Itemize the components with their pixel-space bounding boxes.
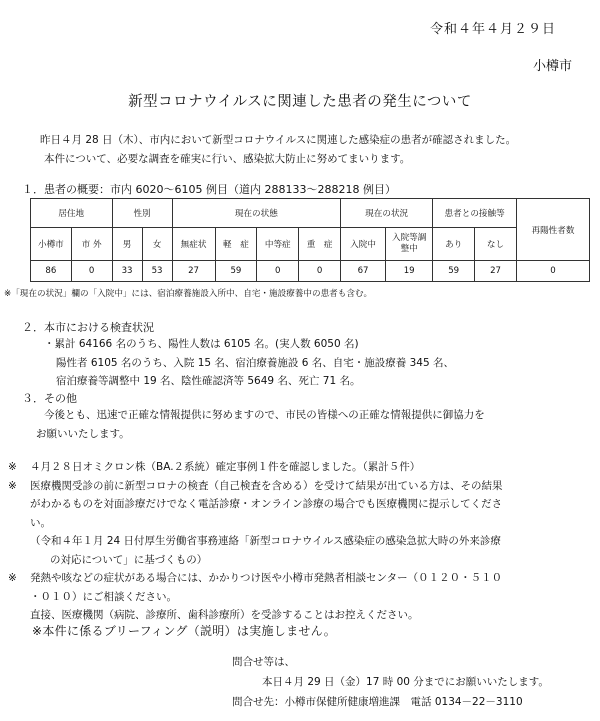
section3-heading: ３．その他	[22, 392, 77, 405]
column-header: なし	[475, 228, 517, 261]
section2-line: 宿泊療養等調整中 19 名、陰性確認済等 5649 名、死亡 71 名。	[56, 375, 361, 387]
document-date: 令和４年４月２９日	[429, 22, 556, 37]
note-text: （令和４年１月 24 日付厚生労働省事務連絡「新型コロナウイルス感染症の感染急拡大時の外来診療	[30, 535, 501, 547]
section3-line: お願いいたします。	[36, 427, 130, 440]
column-header: 入院等調整中	[386, 228, 433, 261]
note-item	[8, 569, 503, 588]
note-item	[8, 477, 503, 496]
table-cell: 86	[31, 261, 72, 282]
column-header: あり	[433, 228, 475, 261]
intro-line: 本件について、必要な調査を確実に行い、感染拡大防止に努めてまいります。	[44, 153, 411, 165]
table-cell: 0	[299, 261, 341, 282]
section3-body	[36, 406, 485, 443]
column-header: 小樽市	[31, 228, 72, 261]
note-text: の対応について」に基づくもの）	[50, 553, 208, 566]
section2-body	[44, 335, 454, 391]
note-text: ４月２８日オミクロン株（BA.２系統）確定事例１件を確認しました。（累計５件）	[30, 461, 421, 473]
contact-line: 本日４月 29 日（金）17 時 00 分までにお願いいたします。	[262, 676, 549, 688]
note-text: 医療機関受診の前に新型コロナの検査（自己検査を含める）を受けて結果が出ている方は、その結果	[30, 479, 503, 492]
table-cell: 0	[257, 261, 299, 282]
contact-line: 問合せ先：小樽市保健所健康増進課 電話 0134－22－3110	[232, 696, 523, 708]
group-header: 性別	[112, 199, 172, 228]
column-header: 入院中	[341, 228, 386, 261]
group-header: 現在の状態	[172, 199, 340, 228]
note-text: がわかるものを対面診療だけでなく電話診療・オンライン診療の場合でも医療機関に提示してくださ	[30, 498, 503, 510]
section1-heading: １．患者の概要：市内 6020～6105 例目（道内 288133～288218 例目）	[22, 183, 396, 196]
note-text: 発熱や咳などの症状がある場合には、かかりつけ医や小樽市発熱者相談センター（０１２０・５１０	[30, 572, 503, 584]
note-text: い。	[30, 516, 51, 529]
briefing-notice: ※本件に係るブリーフィング（説明）は実施しません。	[32, 624, 336, 638]
table-cell: 27	[475, 261, 517, 282]
column-header: 無症状	[172, 228, 215, 261]
note-item	[8, 458, 503, 477]
table-footnote: ※「現在の状況」欄の「入院中」には、宿泊療養施設入所中、自宅・施設療養中の患者も含む。	[4, 289, 373, 299]
group-header: 居住地	[31, 199, 113, 228]
section2-line: 陽性者 6105 名のうち、入院 15 名、宿泊療養施設 6 名、自宅・施設療養 345 名、	[56, 356, 455, 369]
column-header: 中等症	[257, 228, 299, 261]
cases-table	[30, 198, 590, 282]
note-marker: ※	[8, 479, 17, 492]
table-cell: 67	[341, 261, 386, 282]
table-cell: 59	[215, 261, 257, 282]
group-header: 現在の状況	[341, 199, 433, 228]
column-header: 重 症	[299, 228, 341, 261]
group-header: 再陽性者数	[516, 199, 589, 261]
table-cell: 0	[71, 261, 112, 282]
column-header: 軽 症	[215, 228, 257, 261]
note-text: ・０１０）にご相談ください。	[30, 590, 177, 603]
issuer-city: 小樽市	[532, 59, 572, 74]
table-cell: 27	[172, 261, 215, 282]
table-cell: 0	[516, 261, 589, 282]
table-cell: 59	[433, 261, 475, 282]
column-header: 男	[112, 228, 142, 261]
table-cell: 53	[142, 261, 172, 282]
note-text: 直接、医療機関（病院、診療所、歯科診療所）を受診することはお控えください。	[30, 609, 419, 621]
section3-line: 今後とも、迅速で正確な情報提供に努めますので、市民の皆様への正確な情報提供に御協力を	[44, 409, 485, 421]
table-cell: 33	[112, 261, 142, 282]
section2-heading: ２．本市における検査状況	[22, 321, 154, 334]
column-header: 市 外	[71, 228, 112, 261]
document-title: 新型コロナウイルスに関連した患者の発生について	[128, 94, 472, 110]
intro-paragraph	[40, 131, 516, 169]
table-cell: 19	[386, 261, 433, 282]
notes-block	[8, 458, 503, 625]
section2-line: ・累計 64166 名のうち、陽性人数は 6105 名。(実人数 6050 名)	[44, 338, 359, 350]
group-header: 患者との接触等	[433, 199, 517, 228]
contact-block	[232, 652, 549, 712]
note-marker: ※	[8, 572, 17, 584]
intro-line: 昨日４月 28 日（木）、市内において新型コロナウイルスに関連した感染症の患者が確認されました。	[40, 134, 517, 146]
column-header: 女	[142, 228, 172, 261]
note-marker: ※	[8, 461, 17, 473]
contact-line: 問合せ等は、	[232, 656, 295, 668]
